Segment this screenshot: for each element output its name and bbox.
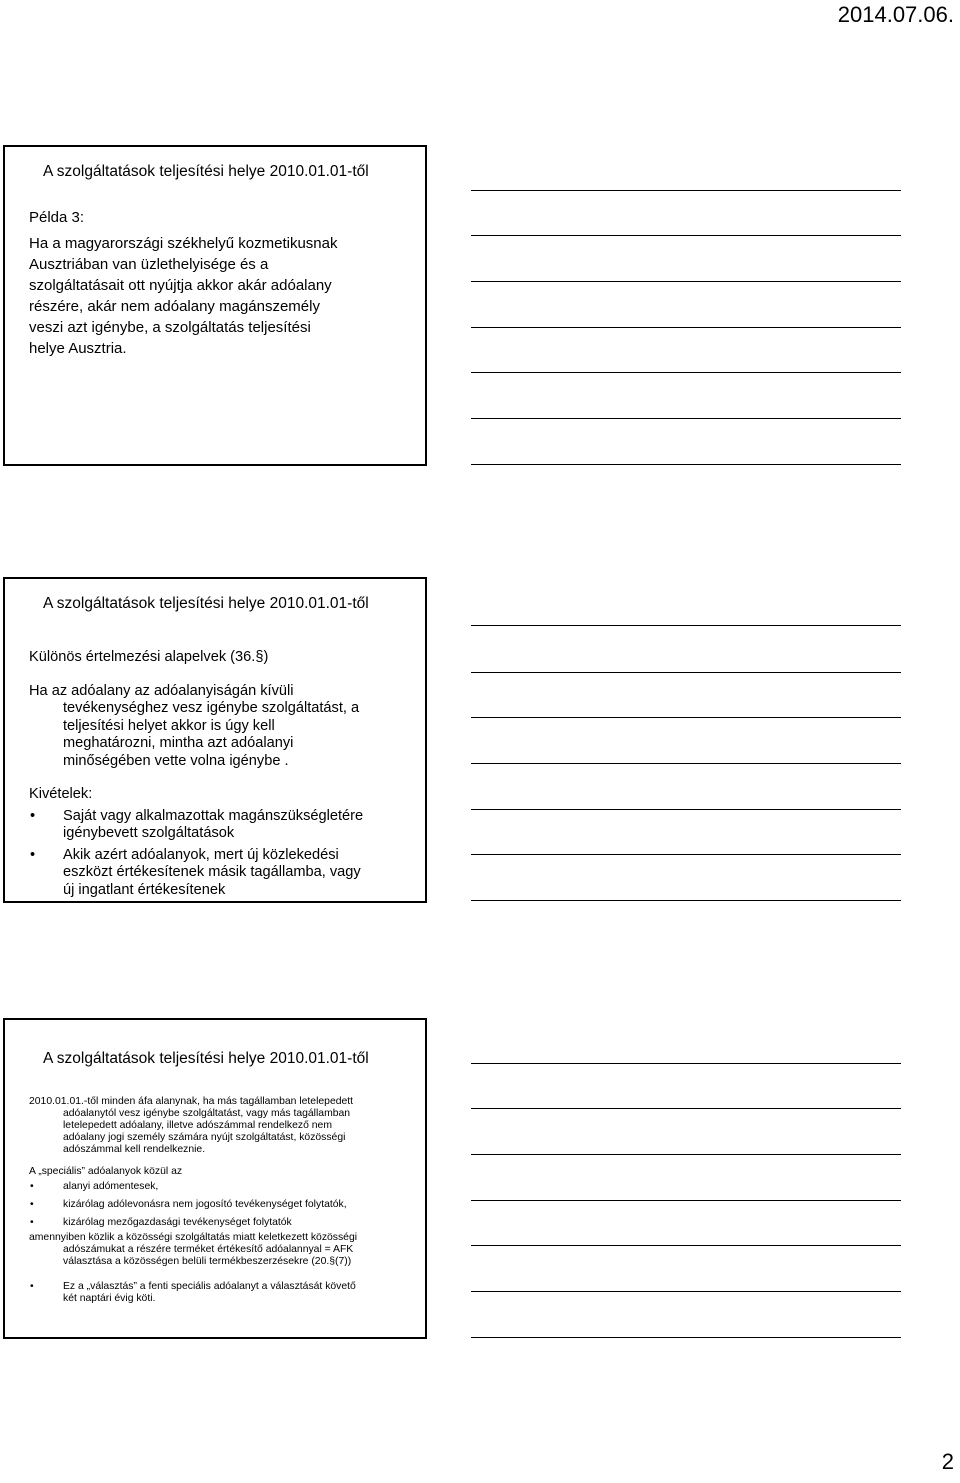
note-line <box>471 327 901 328</box>
note-line <box>471 372 901 373</box>
body-line: amennyiben közlik a közösségi szolgáltatás miatt keletkezett közösségi <box>29 1232 358 1243</box>
note-line <box>471 1063 901 1064</box>
body-line: A „speciális” adóalanyok közül az <box>29 1166 183 1177</box>
list-item <box>29 1281 419 1305</box>
slide-body <box>29 649 424 899</box>
slide-2 <box>3 577 427 903</box>
list-item <box>29 1217 419 1229</box>
bullet-icon: • <box>30 1181 34 1192</box>
list-item <box>29 808 424 843</box>
note-line <box>471 1108 901 1109</box>
slide-body <box>29 1096 419 1305</box>
body-line: minőségében vette volna igénybe . <box>63 752 289 769</box>
exceptions-label: Kivételek: <box>29 786 93 802</box>
note-line <box>471 1291 901 1292</box>
note-line <box>471 1337 901 1338</box>
slide-subtitle: Különös értelmezési alapelvek (36.§) <box>29 649 269 665</box>
body-line: Ha a magyarországi székhelyű kozmetikusnak <box>29 235 338 252</box>
note-line <box>471 854 901 855</box>
body-line: veszi azt igénybe, a szolgáltatás teljesítési <box>29 319 311 336</box>
note-line <box>471 625 901 626</box>
bullet-icon: • <box>30 807 36 824</box>
note-line <box>471 464 901 465</box>
note-line <box>471 900 901 901</box>
list-item-line: kizárólag adólevonásra nem jogosító tevékenységet folytatók, <box>63 1199 347 1210</box>
list-item <box>29 847 424 900</box>
note-line <box>471 717 901 718</box>
bullet-icon: • <box>30 1217 34 1228</box>
list-item <box>29 1199 419 1211</box>
body-line: adóalany jogi személy számára nyújt szolgáltatást, közösségi <box>63 1132 346 1143</box>
slide-3 <box>3 1018 427 1339</box>
slide-body <box>29 207 337 359</box>
body-line: Ha az adóalany az adóalanyiságán kívüli <box>29 682 294 699</box>
note-line <box>471 1154 901 1155</box>
body-line: választása a közösségen belüli termékbeszerzésekre (20.§(7)) <box>63 1256 352 1267</box>
slide-1 <box>3 145 427 466</box>
body-line: adószámmal kell rendelkeznie. <box>63 1144 206 1155</box>
list-item-line: eszközt értékesítenek másik tagállamba, vagy <box>63 864 361 880</box>
list-item-line: két naptári évig köti. <box>63 1293 156 1304</box>
note-line <box>471 235 901 236</box>
list-item-line: kizárólag mezőgazdasági tevékenységet folytatók <box>63 1217 292 1228</box>
example-label: Példa 3: <box>29 209 85 226</box>
bullet-icon: • <box>30 1199 34 1210</box>
body-line: adószámukat a részére terméket értékesítő adóalannyal = AFK <box>63 1244 354 1255</box>
list-item-line: Ez a „választás” a fenti speciális adóalanyt a választását követő <box>63 1281 356 1292</box>
print-date: 2014.07.06. <box>837 2 954 27</box>
body-line: teljesítési helyet akkor is úgy kell <box>63 717 275 734</box>
slide-title: A szolgáltatások teljesítési helye 2010.01.01-től <box>43 1050 369 1067</box>
note-line <box>471 809 901 810</box>
note-line <box>471 418 901 419</box>
slide-title: A szolgáltatások teljesítési helye 2010.01.01-től <box>43 163 369 180</box>
note-line <box>471 763 901 764</box>
body-line: helye Ausztria. <box>29 340 127 357</box>
bullet-icon: • <box>30 846 36 863</box>
body-line: szolgáltatásait ott nyújtja akkor akár adóalany <box>29 277 332 294</box>
list-item <box>29 1181 419 1193</box>
list-item-line: Akik azért adóalanyok, mert új közlekedési <box>63 846 339 863</box>
list-item-line: Saját vagy alkalmazottak magánszükségletére <box>63 807 364 824</box>
page-number: 2 <box>941 1449 954 1474</box>
list-item-line: új ingatlant értékesítenek <box>63 881 226 898</box>
note-line <box>471 1200 901 1201</box>
list-item-line: igénybevett szolgáltatások <box>63 825 235 841</box>
note-line <box>471 281 901 282</box>
body-line: Ausztriában van üzlethelyisége és a <box>29 256 269 273</box>
bullet-icon: • <box>30 1281 34 1292</box>
body-line: letelepedett adóalany, illetve adószámmal rendelkező nem <box>63 1120 332 1131</box>
note-line <box>471 672 901 673</box>
slide-title: A szolgáltatások teljesítési helye 2010.01.01-től <box>43 595 369 612</box>
body-line: 2010.01.01.-től minden áfa alanynak, ha más tagállamban letelepedett <box>29 1096 354 1107</box>
body-line: meghatározni, mintha azt adóalanyi <box>63 735 294 751</box>
note-line <box>471 190 901 191</box>
body-line: adóalanytól vesz igénybe szolgáltatást, vagy más tagállamban <box>63 1108 351 1119</box>
body-line: részére, akár nem adóalany magánszemély <box>29 298 320 315</box>
note-line <box>471 1245 901 1246</box>
body-line: tevékenységhez vesz igénybe szolgáltatást, a <box>63 700 360 716</box>
list-item-line: alanyi adómentesek, <box>63 1181 159 1192</box>
